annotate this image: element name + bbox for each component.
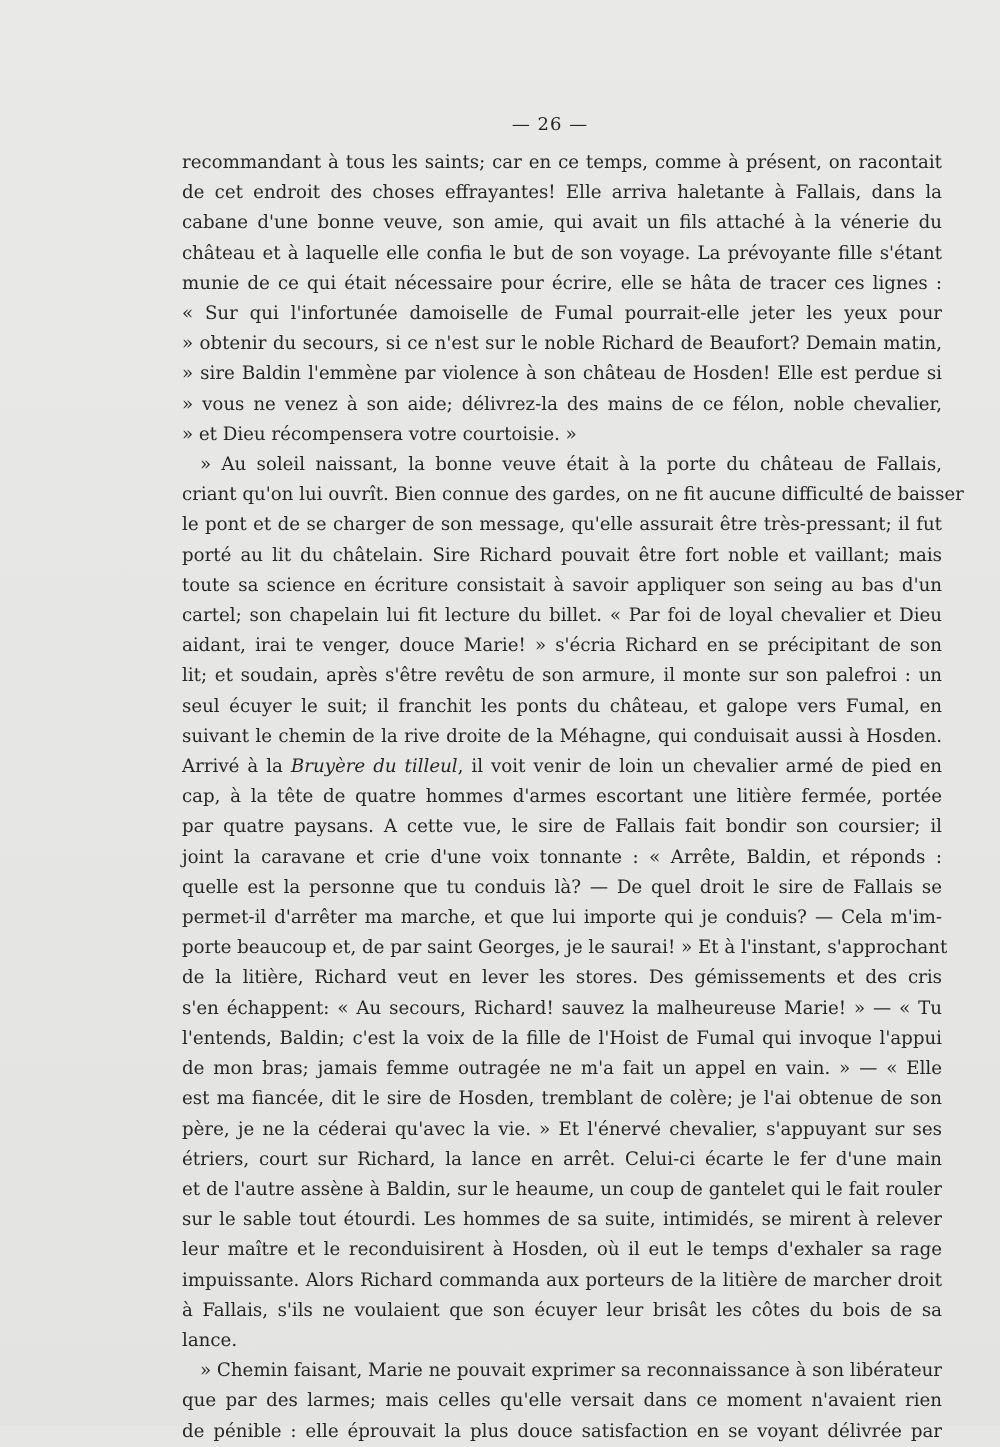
text-line: de mon bras; jamais femme outragée ne m'a fait un appel en vain. » — « Elle <box>182 1058 942 1080</box>
text-line: » sire Baldin l'emmène par violence à son château de Hosden! Elle est perdue si <box>182 363 942 385</box>
text-line: par quatre paysans. A cette vue, le sire de Fallais fait bondir son coursier; il <box>182 816 942 838</box>
text-line: recommandant à tous les saints; car en ce temps, comme à présent, on racontait <box>182 152 942 173</box>
text-line: s'en échappent: « Au secours, Richard! sauvez la malheureuse Marie! » — « Tu <box>182 997 942 1019</box>
text-line: lit; et soudain, après s'être revêtu de son armure, il monte sur son palefroi : un <box>182 665 942 687</box>
text-line: l'entends, Baldin; c'est la voix de la fille de l'Hoist de Fumal qui invoque l'appui <box>182 1027 942 1049</box>
text-line: munie de ce qui était nécessaire pour écrire, elle se hâta de tracer ces lignes : <box>182 272 942 294</box>
text-line: porté au lit du châtelain. Sire Richard pouvait être fort noble et vaillant; mais <box>182 544 942 566</box>
text-line: cap, à la tête de quatre hommes d'armes escortant une litière fermée, portée <box>182 786 942 808</box>
text-line: permet-il d'arrêter ma marche, et que lui importe qui je conduis? — Cela m'im- <box>182 907 942 929</box>
text-line: suivant le chemin de la rive droite de la Méhagne, qui conduisait aussi à Hosden. <box>182 725 942 747</box>
text-line: impuissante. Alors Richard commanda aux porteurs de la litière de marcher droit <box>182 1269 942 1291</box>
text-line: » et Dieu récompensera votre courtoisie. » <box>182 423 577 445</box>
text-line: sur le sable tout étourdi. Les hommes de sa suite, intimidés, se mirent à relever <box>182 1209 942 1231</box>
text-line: de la litière, Richard veut en lever les stores. Des gémissements et des cris <box>182 967 942 989</box>
page-number: — 26 — <box>511 114 589 135</box>
text-line: criant qu'on lui ouvrît. Bien connue des gardes, on ne fit aucune difficulté de baisser <box>182 484 964 506</box>
text-line: cabane d'une bonne veuve, son amie, qui avait un fils attaché à la vénerie du <box>182 212 942 234</box>
text-line: cartel; son chapelain lui fit lecture du billet. « Par foi de loyal chevalier et Dieu <box>182 605 942 627</box>
text-line: château et à laquelle elle confia le but de son voyage. La prévoyante fille s'étant <box>182 242 942 264</box>
text-line-mixed <box>182 752 942 782</box>
text-line: est ma fiancée, dit le sire de Hosden, tremblant de colère; je l'ai obtenue de son <box>182 1088 942 1110</box>
text-line: et de l'autre assène à Baldin, sur le heaume, un coup de gantelet qui le fait rouler <box>182 1178 942 1200</box>
text-line: » Au soleil naissant, la bonne veuve était à la porte du château de Fallais, <box>200 454 942 476</box>
text-line: » obtenir du secours, si ce n'est sur le noble Richard de Beaufort? Demain matin, <box>182 333 942 355</box>
text-line: quelle est la personne que tu conduis là? — De quel droit le sire de Fallais se <box>182 876 942 898</box>
body-text <box>182 148 964 1447</box>
text-line: leur maître et le reconduisirent à Hosden, où il eut le temps d'exhaler sa rage <box>182 1239 942 1261</box>
italic-place-name: Bruyère du tilleul <box>290 756 458 778</box>
text-line: joint la caravane et crie d'une voix tonnante : « Arrête, Baldin, et réponds : <box>182 846 942 868</box>
text-line: » Chemin faisant, Marie ne pouvait exprimer sa reconnaissance à son libérateur <box>200 1360 942 1382</box>
text-segment: Arrivé à la <box>182 756 283 778</box>
text-line: père, je ne la céderai qu'avec la vie. » Et l'énervé chevalier, s'appuyant sur ses <box>182 1118 942 1140</box>
text-line: « Sur qui l'infortunée damoiselle de Fumal pourrait-elle jeter les yeux pour <box>182 303 942 325</box>
text-line: » vous ne venez à son aide; délivrez-la des mains de ce félon, noble chevalier, <box>182 393 942 415</box>
text-line: seul écuyer le suit; il franchit les ponts du château, et galope vers Fumal, en <box>182 695 942 717</box>
text-line: aidant, irai te venger, douce Marie! » s'écria Richard en se précipitant de son <box>182 635 942 657</box>
text-line: lance. <box>182 1329 238 1351</box>
text-line: porte beaucoup et, de par saint Georges, je le saurai! » Et à l'instant, s'approchant <box>182 937 948 959</box>
text-line: toute sa science en écriture consistait à savoir appliquer son seing au bas d'un <box>182 574 942 596</box>
text-line: le pont et de se charger de son message, qu'elle assurait être très-pressant; il fut <box>182 514 942 536</box>
text-line: de cet endroit des choses effrayantes! Elle arriva haletante à Fallais, dans la <box>182 182 942 204</box>
text-line: étriers, court sur Richard, la lance en arrêt. Celui-ci écarte le fer d'une main <box>182 1148 942 1170</box>
text-segment: , il voit venir de loin un chevalier armé de pied en <box>457 756 942 778</box>
text-line: que par des larmes; mais celles qu'elle versait dans ce moment n'avaient rien <box>182 1390 942 1412</box>
text-line: de pénible : elle éprouvait la plus douce satisfaction en se voyant délivrée par <box>182 1420 942 1442</box>
text-line: à Fallais, s'ils ne voulaient que son écuyer leur brisât les côtes du bois de sa <box>182 1299 942 1321</box>
